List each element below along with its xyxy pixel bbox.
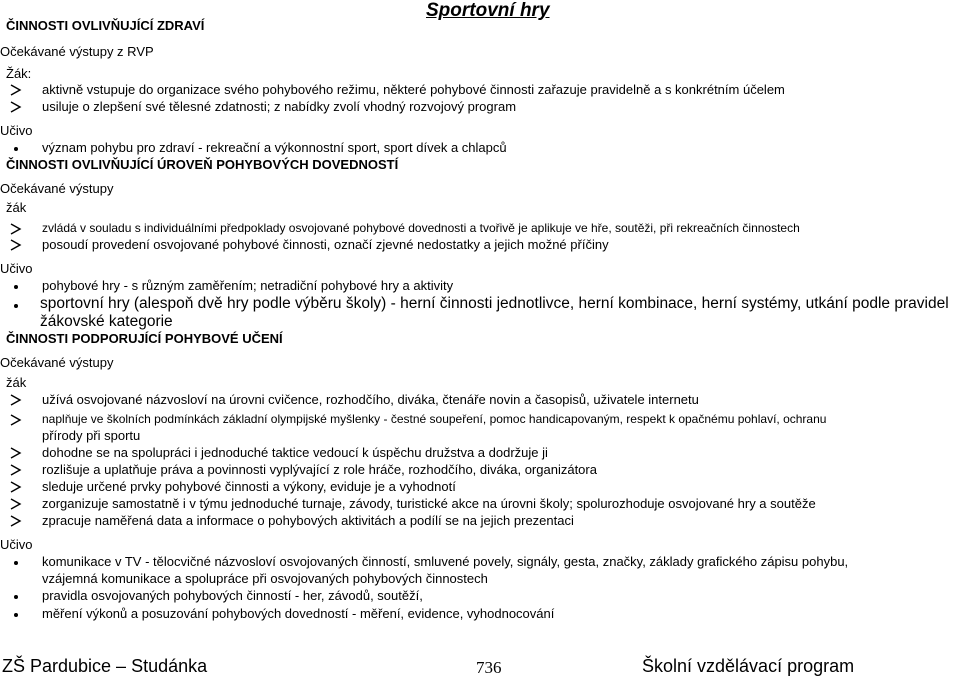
- arrow-bullet-icon: [10, 223, 22, 235]
- outcome-item: aktivně vstupuje do organizace svého pohybového režimu, některé pohybové činnosti zařazuje pravidelně a s konkrétním účelem: [42, 82, 785, 97]
- page-title: Sportovní hry: [426, 0, 550, 21]
- arrow-bullet-icon: [10, 84, 22, 96]
- bullet-dot-icon: [14, 147, 18, 151]
- outcome-item: zorganizuje samostatně i v týmu jednoduché turnaje, závody, turistické akce na úrovni školy; spolurozhoduje osvojované hry a soutěže: [42, 496, 816, 511]
- footer-school: ZŠ Pardubice – Studánka: [2, 656, 208, 676]
- outcome-item: dohodne se na spolupráci i jednoduché taktice vedoucí k úspěchu družstva a dodržuje ji: [42, 445, 548, 460]
- outcome-item: zvládá v souladu s individuálními předpoklady osvojované pohybové dovednosti a tvořivě je aplikuje ve hře, soutěži, při rekreačních činnostech: [42, 221, 800, 235]
- section-heading-learning: ČINNOSTI PODPORUJÍCÍ POHYBOVÉ UČENÍ: [6, 331, 283, 346]
- bullet-dot-icon: [14, 595, 18, 599]
- expected-outcomes-label: Očekávané výstupy: [0, 181, 114, 196]
- outcome-item: užívá osvojované názvosloví na úrovni cvičence, rozhodčího, diváka, čtenáře novin a časopisů, uživatele internetu: [42, 392, 699, 407]
- expected-outcomes-label: Očekávané výstupy: [0, 355, 114, 370]
- pupil-label: žák: [6, 375, 27, 390]
- outcome-item: posoudí provedení osvojované pohybové činnosti, označí zjevné nedostatky a jejich možné příčiny: [42, 237, 609, 252]
- arrow-bullet-icon: [10, 447, 22, 459]
- pupil-label: žák: [6, 200, 27, 215]
- outcome-item-continuation: přírody při sportu: [42, 428, 141, 443]
- curriculum-label: Učivo: [0, 537, 33, 552]
- bullet-dot-icon: [14, 285, 18, 289]
- arrow-bullet-icon: [10, 101, 22, 113]
- curriculum-item-continuation: žákovské kategorie: [40, 313, 173, 330]
- pupil-label: Žák:: [6, 66, 32, 81]
- arrow-bullet-icon: [10, 464, 22, 476]
- arrow-bullet-icon: [10, 414, 22, 426]
- arrow-bullet-icon: [10, 498, 22, 510]
- curriculum-label: Učivo: [0, 261, 33, 276]
- curriculum-item: komunikace v TV - tělocvičné názvosloví osvojovaných činností, smluvené povely, signály, gesta, značky, základy grafického zápisu pohybu,: [42, 554, 849, 569]
- section-heading-skills: ČINNOSTI OVLIVŇUJÍCÍ ÚROVEŇ POHYBOVÝCH DOVEDNOSTÍ: [6, 157, 399, 172]
- arrow-bullet-icon: [10, 239, 22, 251]
- arrow-bullet-icon: [10, 481, 22, 493]
- page-number: 736: [476, 658, 502, 677]
- outcome-item: usiluje o zlepšení své tělesné zdatnosti; z nabídky zvolí vhodný rozvojový program: [42, 99, 517, 114]
- footer-program: Školní vzdělávací program: [642, 656, 855, 676]
- arrow-bullet-icon: [10, 394, 22, 406]
- expected-outcomes-label: Očekávané výstupy z RVP: [0, 44, 154, 59]
- curriculum-item: význam pohybu pro zdraví - rekreační a výkonnostní sport, sport dívek a chlapců: [42, 140, 507, 155]
- arrow-bullet-icon: [10, 515, 22, 527]
- outcome-item: naplňuje ve školních podmínkách základní olympijské myšlenky - čestné soupeření, pomoc handicapovaným, respekt k opačnému pohlaví, ochranu: [42, 412, 827, 426]
- curriculum-item: pravidla osvojovaných pohybových činností - her, závodů, soutěží,: [42, 588, 423, 603]
- bullet-dot-icon: [14, 613, 18, 617]
- outcome-item: sleduje určené prvky pohybové činnosti a výkony, eviduje je a vyhodnotí: [42, 479, 456, 494]
- curriculum-item-continuation: vzájemná komunikace a spolupráce při osvojovaných pohybových činnostech: [42, 571, 488, 586]
- curriculum-item: pohybové hry - s různým zaměřením; netradiční pohybové hry a aktivity: [42, 278, 454, 293]
- curriculum-label: Učivo: [0, 123, 33, 138]
- outcome-item: rozlišuje a uplatňuje práva a povinnosti vyplývající z role hráče, rozhodčího, diváka, organizátora: [42, 462, 597, 477]
- section-heading-health: ČINNOSTI OVLIVŇUJÍCÍ ZDRAVÍ: [6, 18, 205, 33]
- curriculum-item: měření výkonů a posuzování pohybových dovedností - měření, evidence, vyhodnocování: [42, 606, 555, 621]
- bullet-dot-icon: [14, 561, 18, 565]
- bullet-dot-icon: [14, 304, 18, 308]
- outcome-item: zpracuje naměřená data a informace o pohybových aktivitách a podílí se na jejich prezentaci: [42, 513, 574, 528]
- curriculum-item: sportovní hry (alespoň dvě hry podle výběru školy) - herní činnosti jednotlivce, herní kombinace, herní systémy, utkání podle pravidel: [40, 295, 949, 312]
